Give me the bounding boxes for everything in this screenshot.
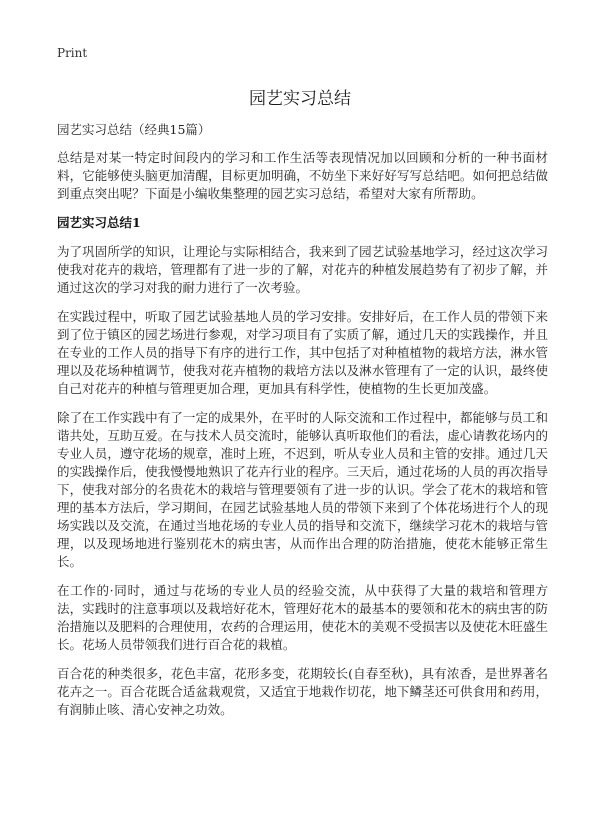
body-paragraph: 在工作的·同时，通过与花场的专业人员的经验交流，从中获得了大量的栽培和管理方法，实践时的注意事项以及栽培好花木，管理好花木的最基本的要领和花木的病虫害的防治措施以及肥料的合理使用，农药的合理运用，使花木的美观不受损害以及使花木旺盛生长。花场人员带领我们进行百合花的栽植。 (57, 583, 548, 652)
section-heading: 园艺实习总结1 (57, 215, 141, 230)
body-paragraph: 为了巩固所学的知识，让理论与实际相结合，我来到了园艺试验基地学习，经过这次学习使我对花卉的栽培，管理都有了进一步的了解，对花卉的种植发展趋势有了初步了解，并通过这次的学习对我的耐力进行了一次考验。 (57, 244, 548, 295)
body-paragraph: 百合花的种类很多，花色丰富，花形多变，花期较长(自春至秋)，具有浓香，是世界著名花卉之一。百合花既合适盆栽观赏，又适宜于地栽作切花，地下鳞茎还可供食用和药用，有润肺止咳、清心安神之功效。 (57, 666, 548, 717)
body-paragraph: 在实践过程中，听取了园艺试验基地人员的学习安排。安排好后，在工作人员的带领下来到了位于镇区的园艺场进行参观，对学习项目有了实质了解，通过几天的实践操作，并且在专业的工作人员的指导下有序的进行工作，其中包括了对种植植物的栽培方法，淋水管理以及花场种植调节，使我对花卉植物的栽培方法以及淋水管理有了一定的认识，最终使自己对花卉的种植与管理更加合理，更加具有科学性，使植物的生长更加茂盛。 (57, 309, 548, 396)
print-label: Print (57, 46, 88, 60)
intro-paragraph: 总结是对某一特定时间段内的学习和工作生活等表现情况加以回顾和分析的一种书面材料，它能够使头脑更加清醒，目标更加明确，不妨坐下来好好写写总结吧。如何把总结做到重点突出呢？下面是小编收集整理的园艺实习总结，希望对大家有所帮助。 (57, 150, 548, 201)
document-subtitle: 园艺实习总结（经典15篇） (57, 122, 211, 137)
body-paragraph: 除了在工作实践中有了一定的成果外，在平时的人际交流和工作过程中，都能够与员工和谐共处，互助互爱。在与技术人员交流时，能够认真听取他们的看法，虚心请教花场内的专业人员，遵守花场的规章，准时上班，不迟到，听从专业人员和主管的安排。通过几天的实践操作后，使我慢慢地熟识了花卉行业的程序。三天后，通过花场的人员的再次指导下，使我对部分的名贵花木的栽培与管理要领有了进一步的认识。学会了花木的栽培和管理的基本方法后，学习期间，在园艺试验基地人员的带领下来到了个体花场进行个人的现场实践以及交流，在通过当地花场的专业人员的指导和交流下，继续学习花木的栽培与管理，以及现场地进行鉴别花木的病虫害，从而作出合理的防治措施，使花木能够正常生长。 (57, 410, 548, 569)
page-title: 园艺实习总结 (249, 89, 351, 109)
document-body (57, 121, 548, 730)
